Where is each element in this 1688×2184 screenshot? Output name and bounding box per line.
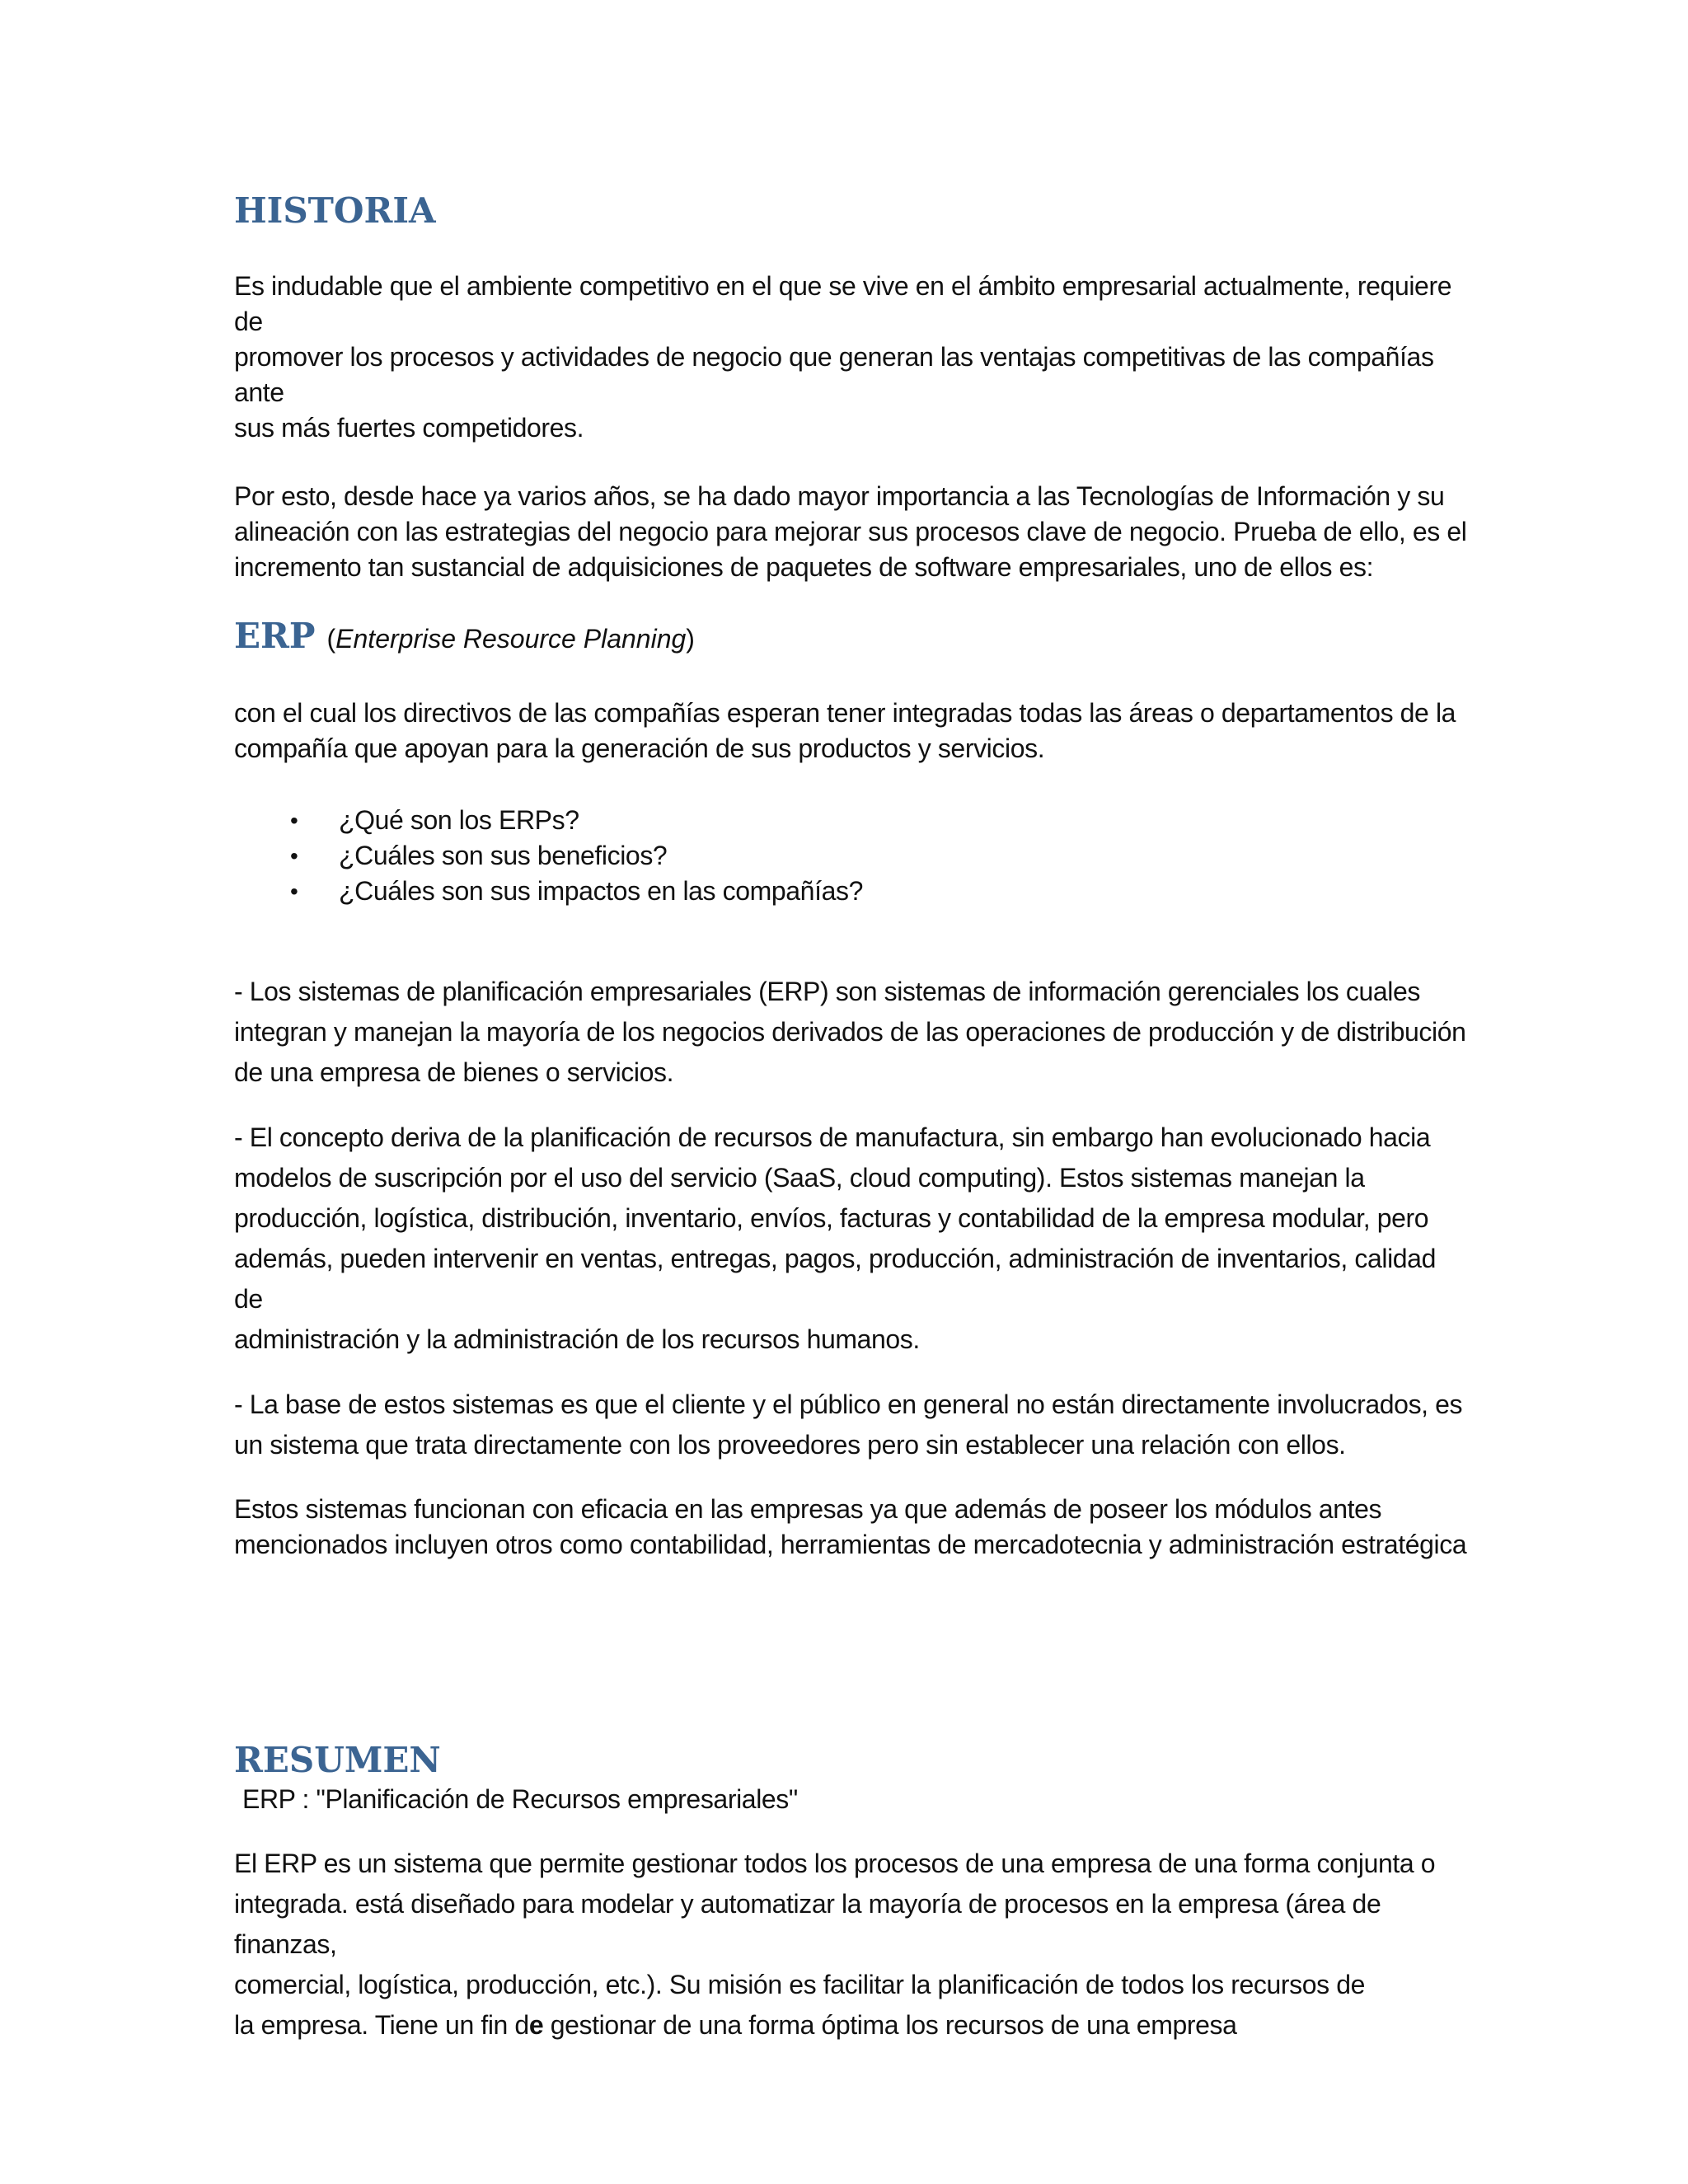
bullet-icon: • xyxy=(290,843,298,869)
bullet-icon: • xyxy=(290,808,298,833)
definition-paragraph-4 xyxy=(234,1492,1470,1563)
text-line: compañía que apoyan para la generación de sus productos y servicios. xyxy=(234,733,1045,763)
question-text: ¿Cuáles son sus impactos en las compañías? xyxy=(339,876,863,906)
text-line: integrada. está diseñado para modelar y automatizar la mayoría de procesos en la empresa (área de finanzas, xyxy=(234,1889,1381,1959)
text-line: mencionados incluyen otros como contabilidad, herramientas de mercadotecnia y administración estratégica xyxy=(234,1530,1467,1559)
text-line: administración y la administración de los recursos humanos. xyxy=(234,1324,920,1354)
historia-paragraph-2 xyxy=(234,479,1470,585)
text-line: además, pueden intervenir en ventas, entregas, pagos, producción, administración de inventarios, calidad de xyxy=(234,1244,1436,1314)
text-line: sus más fuertes competidores. xyxy=(234,413,584,443)
erp-title-line xyxy=(234,615,1470,658)
text-run: la empresa. Tiene un fin d xyxy=(234,2010,529,2040)
definition-paragraph-2 xyxy=(234,1118,1470,1360)
text-line: Es indudable que el ambiente competitivo en el que se vive en el ámbito empresarial actualmente, requiere de xyxy=(234,271,1452,336)
text-line: producción, logística, distribución, inventario, envíos, facturas y contabilidad de la empresa modular, pero xyxy=(234,1203,1429,1233)
historia-paragraph-1 xyxy=(234,269,1470,446)
text-line: modelos de suscripción por el uso del servicio (SaaS, cloud computing). Estos sistemas manejan la xyxy=(234,1163,1365,1193)
close-paren: ) xyxy=(686,624,695,654)
list-item xyxy=(234,803,1470,838)
text-line: incremento tan sustancial de adquisiciones de paquetes de software empresariales, uno de ellos es: xyxy=(234,552,1374,582)
text-line: de una empresa de bienes o servicios. xyxy=(234,1057,674,1087)
text-line: comercial, logística, producción, etc.). Su misión es facilitar la planificación de todos los recursos de xyxy=(234,1970,1365,1999)
question-text: ¿Qué son los ERPs? xyxy=(339,805,579,835)
definition-paragraph-3 xyxy=(234,1385,1470,1465)
questions-list xyxy=(234,803,1470,909)
text-line: Por esto, desde hace ya varios años, se ha dado mayor importancia a las Tecnologías de Información y su xyxy=(234,481,1445,511)
question-text: ¿Cuáles son sus beneficios? xyxy=(339,841,668,870)
text-line: alineación con las estrategias del negocio para mejorar sus procesos clave de negocio. Prueba de ello, es el xyxy=(234,517,1467,546)
erp-heading: ERP xyxy=(234,616,316,656)
text-line: - La base de estos sistemas es que el cliente y el público en general no están directamente involucrados, es xyxy=(234,1390,1463,1419)
bullet-icon: • xyxy=(290,879,298,904)
definition-paragraph-1 xyxy=(234,972,1470,1093)
text-line xyxy=(234,2005,1470,2046)
text-line: El ERP es un sistema que permite gestionar todos los procesos de una empresa de una forma conjunta o xyxy=(234,1849,1436,1878)
resumen-heading: RESUMEN xyxy=(234,1740,441,1780)
resumen-subheading: ERP : "Planificación de Recursos empresariales" xyxy=(242,1784,798,1814)
erp-subtitle xyxy=(327,624,695,654)
text-line: promover los procesos y actividades de negocio que generan las ventajas competitivas de las compañías ante xyxy=(234,342,1434,407)
list-item xyxy=(234,838,1470,874)
text-line: integran y manejan la mayoría de los negocios derivados de las operaciones de producción y de distribución xyxy=(234,1017,1466,1047)
document-content xyxy=(234,190,1470,2046)
text-line: un sistema que trata directamente con los proveedores pero sin establecer una relación con ellos. xyxy=(234,1430,1346,1460)
text-line: - Los sistemas de planificación empresariales (ERP) son sistemas de información gerenciales los cuales xyxy=(234,977,1420,1006)
historia-heading: HISTORIA xyxy=(234,190,436,231)
resumen-paragraph xyxy=(234,1844,1470,2046)
text-line: - El concepto deriva de la planificación de recursos de manufactura, sin embargo han evolucionado hacia xyxy=(234,1122,1431,1152)
text-run: gestionar de una forma óptima los recursos de una empresa xyxy=(543,2010,1237,2040)
bold-text-run: e xyxy=(528,2010,544,2040)
text-line: con el cual los directivos de las compañías esperan tener integradas todas las áreas o departamentos de la xyxy=(234,698,1456,728)
erp-paragraph xyxy=(234,696,1470,766)
list-item xyxy=(234,874,1470,909)
erp-subtitle-italic: Enterprise Resource Planning xyxy=(335,624,687,654)
text-line: Estos sistemas funcionan con eficacia en las empresas ya que además de poseer los módulos antes xyxy=(234,1494,1382,1524)
open-paren: ( xyxy=(326,624,336,654)
